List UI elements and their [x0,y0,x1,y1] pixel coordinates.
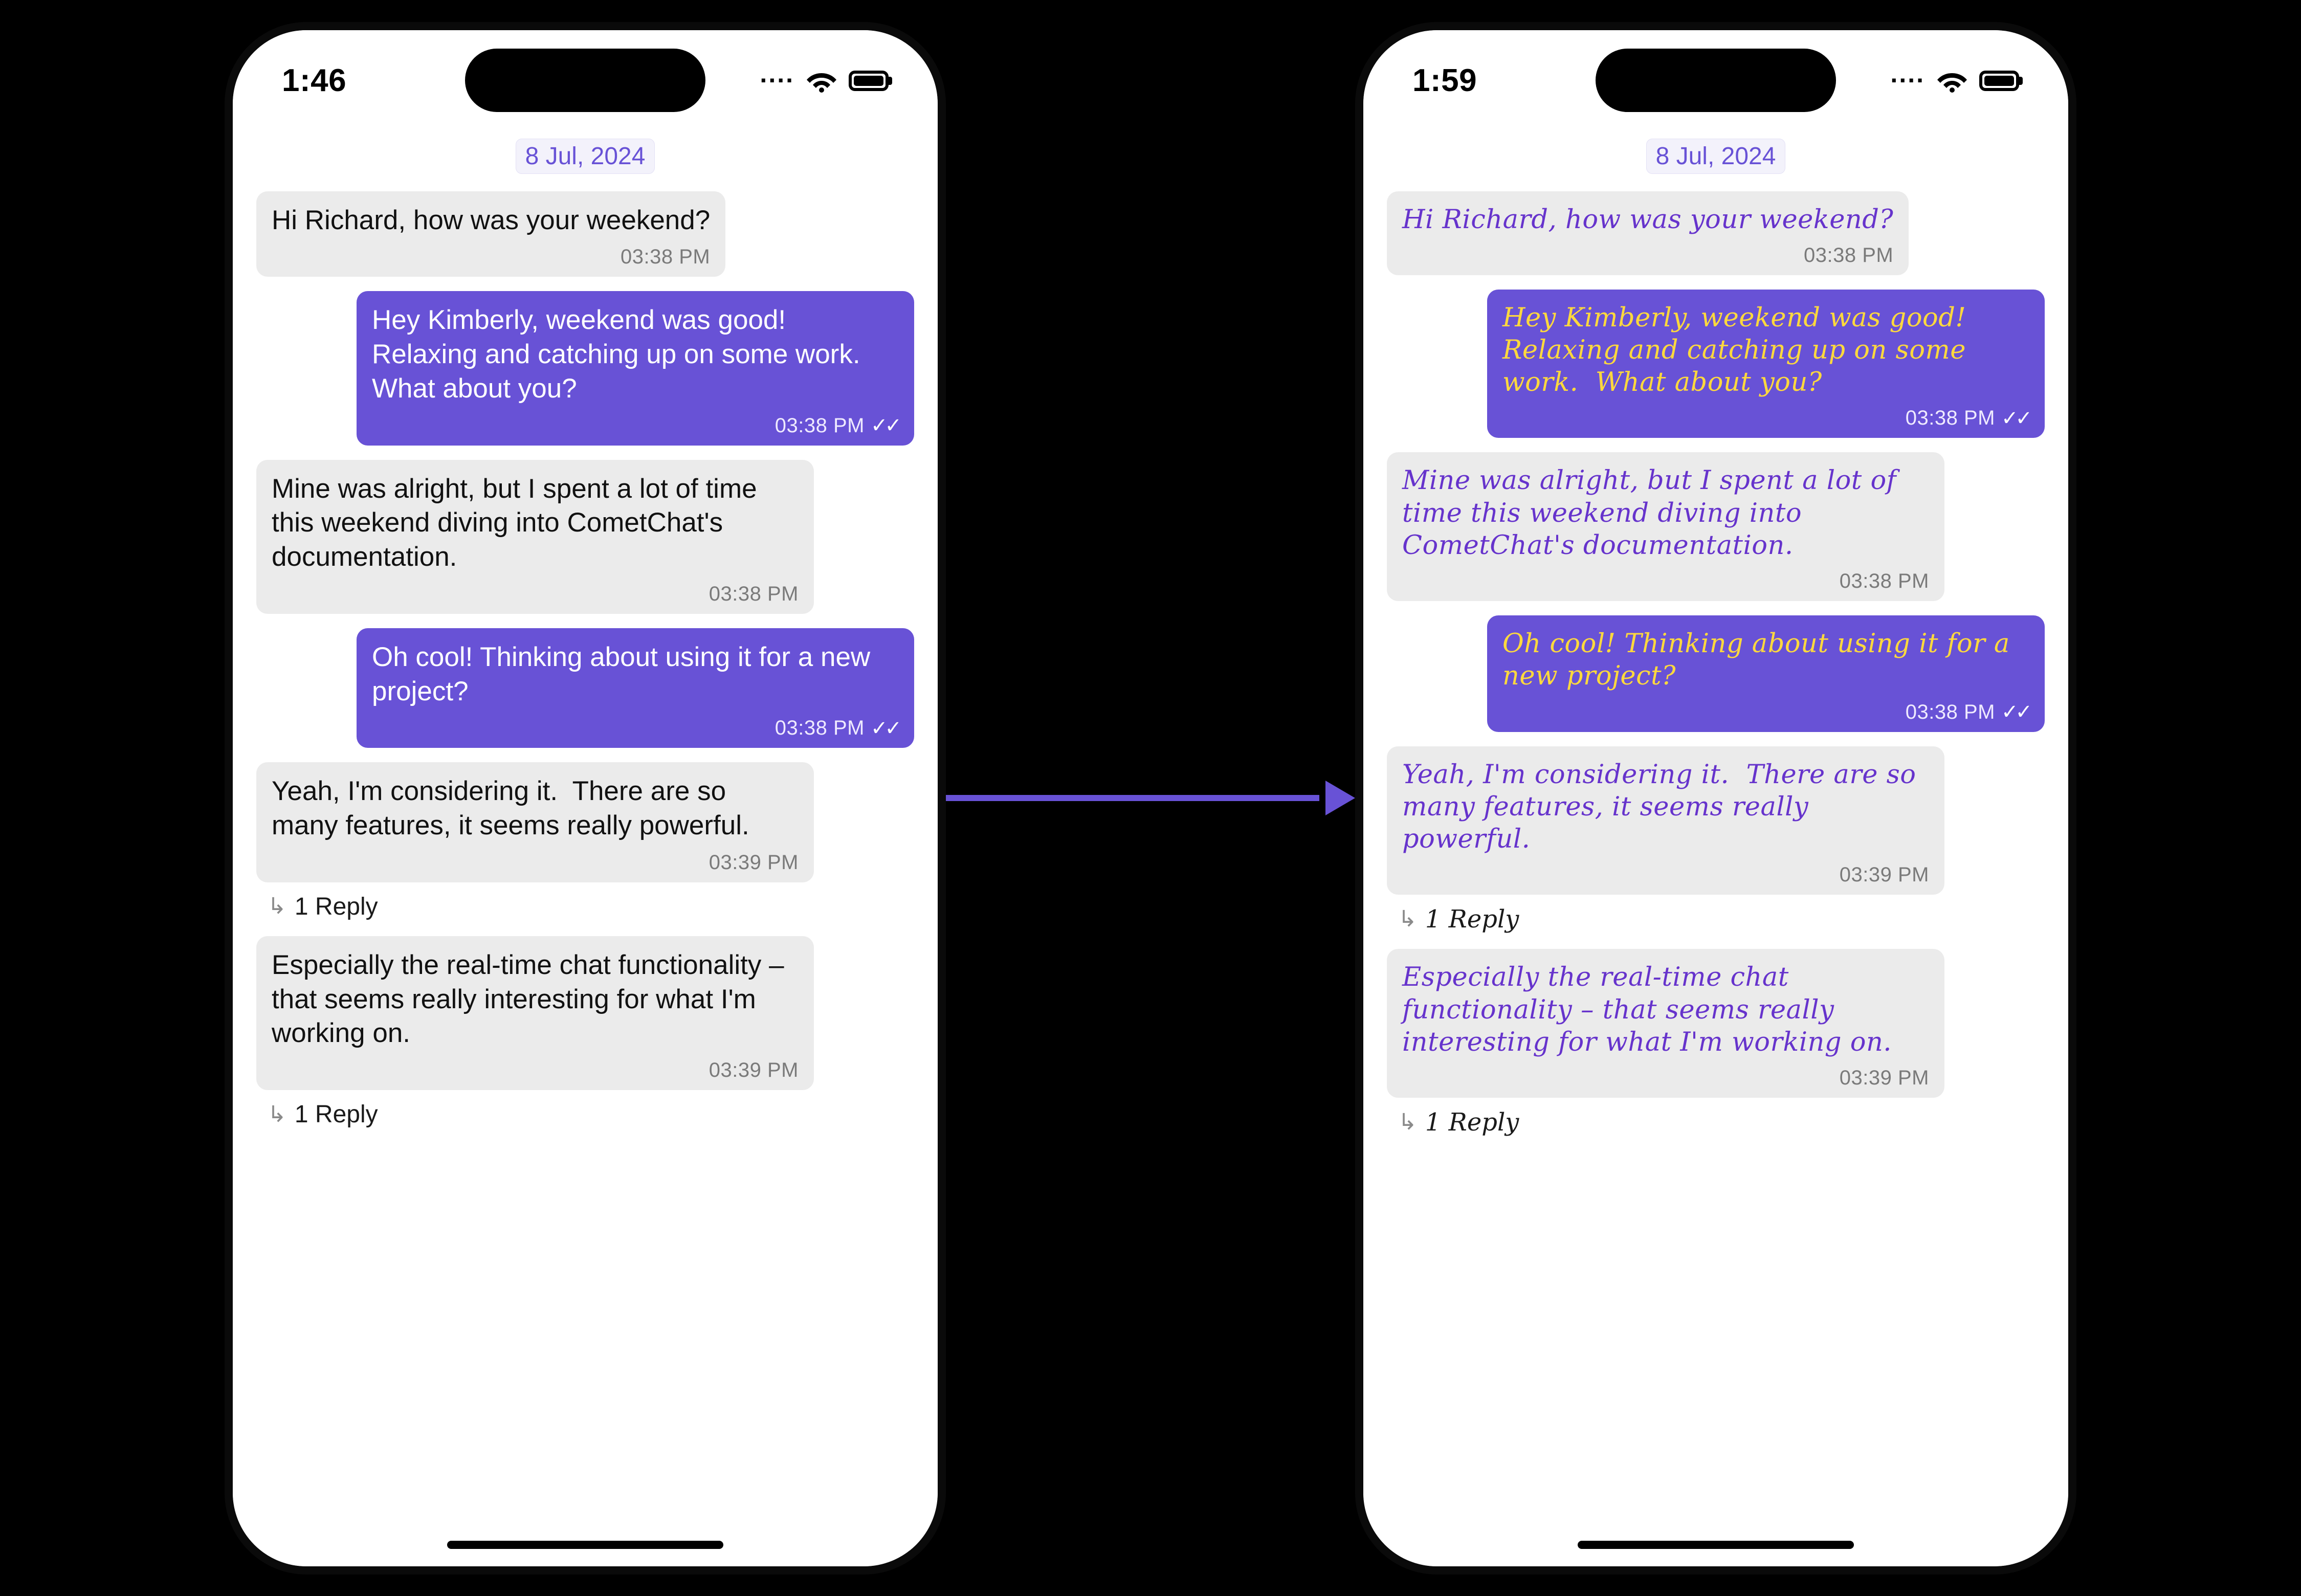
message-text: Hi Richard, how was your weekend? [1402,204,1894,235]
message-bubble-incoming[interactable] [1387,191,1909,275]
message-bubble-outgoing[interactable] [1487,290,2045,438]
message-time: 03:38 PM [1905,700,1995,723]
message-bubble-incoming[interactable] [256,762,814,882]
message-bubble-outgoing[interactable] [1487,615,2045,731]
message-text: Oh cool! Thinking about using it for a new project? [372,641,878,706]
read-receipt-icon: ✓✓ [2001,701,2029,724]
message-row[interactable] [256,191,914,277]
message-text: Hey Kimberly, weekend was good! Relaxing and catching up on some work. What about you? [1502,302,1975,398]
status-bar-before [233,30,938,127]
message-row[interactable] [1387,191,2045,275]
thread-reply-link[interactable] [268,1100,914,1128]
message-time: 03:38 PM [1839,570,1929,593]
wifi-icon [1936,69,1968,93]
chat-list-before[interactable] [233,127,938,1566]
chat-list-after[interactable] [1363,127,2068,1566]
message-row[interactable] [256,628,914,748]
message-bubble-incoming[interactable] [1387,746,1944,895]
message-time: 03:39 PM [709,1059,799,1082]
message-text: Mine was alright, but I spent a lot of time this weekend diving into CometChat's documentation. [272,473,765,572]
dynamic-island [1596,49,1836,112]
message-bubble-incoming[interactable] [256,460,814,614]
message-row[interactable] [256,291,914,445]
reply-arrow-icon: ↳ [1398,1110,1417,1135]
transformation-arrow-icon [946,778,1355,818]
message-time: 03:38 PM [1804,243,1894,267]
message-text: Yeah, I'm considering it. There are so many features, it seems really powerful. [272,776,749,841]
message-row[interactable] [1387,949,2045,1098]
message-text: Especially the real-time chat functionality – that seems really interesting for what I'm working on. [272,949,792,1049]
message-text: Oh cool! Thinking about using it for a new project? [1502,629,2019,692]
wifi-icon [806,69,837,93]
date-separator [1387,139,2045,174]
read-receipt-icon: ✓✓ [2001,407,2029,430]
reply-count-label: 1 Reply [294,1101,378,1128]
thread-reply-link[interactable] [1398,1108,2045,1137]
message-row[interactable] [256,460,914,614]
message-time: 03:39 PM [709,851,799,874]
signal-icon: .... [1890,59,1925,88]
message-time: 03:38 PM [775,414,865,437]
message-text: Hey Kimberly, weekend was good! Relaxing and catching up on some work. What about you? [372,305,875,404]
message-bubble-outgoing[interactable] [357,628,914,748]
reply-arrow-icon: ↳ [268,894,286,919]
reply-count-label: 1 Reply [1425,1108,1519,1137]
status-clock: 1:59 [1412,63,1477,98]
read-receipt-icon: ✓✓ [870,717,899,740]
message-bubble-incoming[interactable] [1387,949,1944,1098]
date-chip: 8 Jul, 2024 [1646,139,1786,174]
phone-before [225,22,946,1575]
message-time: 03:38 PM [775,717,865,740]
message-time: 03:38 PM [709,582,799,605]
date-separator [256,139,914,174]
message-bubble-outgoing[interactable] [357,291,914,445]
battery-icon [1979,71,2019,91]
signal-icon: .... [760,59,794,88]
dynamic-island [465,49,705,112]
reply-arrow-icon: ↳ [1398,906,1417,932]
reply-count-label: 1 Reply [1425,905,1519,934]
message-row[interactable] [1387,746,2045,895]
status-bar-after [1363,30,2068,127]
reply-arrow-icon: ↳ [268,1101,286,1127]
home-indicator[interactable] [447,1541,723,1549]
message-time: 03:38 PM [621,246,711,269]
phone-after [1355,22,2076,1575]
message-bubble-incoming[interactable] [1387,452,1944,601]
message-row[interactable] [256,762,914,882]
reply-count-label: 1 Reply [294,893,378,920]
message-text: Hi Richard, how was your weekend? [272,205,711,235]
read-receipt-icon: ✓✓ [870,414,899,437]
message-text: Yeah, I'm considering it. There are so many features, it seems really powerful. [1402,759,1925,855]
message-text: Mine was alright, but I spent a lot of time this weekend diving into CometChat's documentation. [1402,465,1905,561]
message-bubble-incoming[interactable] [256,936,814,1090]
message-text: Especially the real-time chat functionality – that seems really interesting for what I'm working on. [1402,962,1892,1057]
message-time: 03:38 PM [1905,407,1995,430]
message-row[interactable] [256,936,914,1090]
message-row[interactable] [1387,290,2045,438]
home-indicator[interactable] [1578,1541,1854,1549]
status-clock: 1:46 [282,63,347,98]
message-bubble-incoming[interactable] [256,191,725,277]
thread-reply-link[interactable] [1398,905,2045,934]
message-row[interactable] [1387,615,2045,731]
message-row[interactable] [1387,452,2045,601]
arrow-container [946,778,1355,818]
thread-reply-link[interactable] [268,893,914,921]
message-time: 03:39 PM [1839,1067,1929,1090]
message-time: 03:39 PM [1839,863,1929,886]
date-chip: 8 Jul, 2024 [516,139,655,174]
battery-icon [849,71,889,91]
